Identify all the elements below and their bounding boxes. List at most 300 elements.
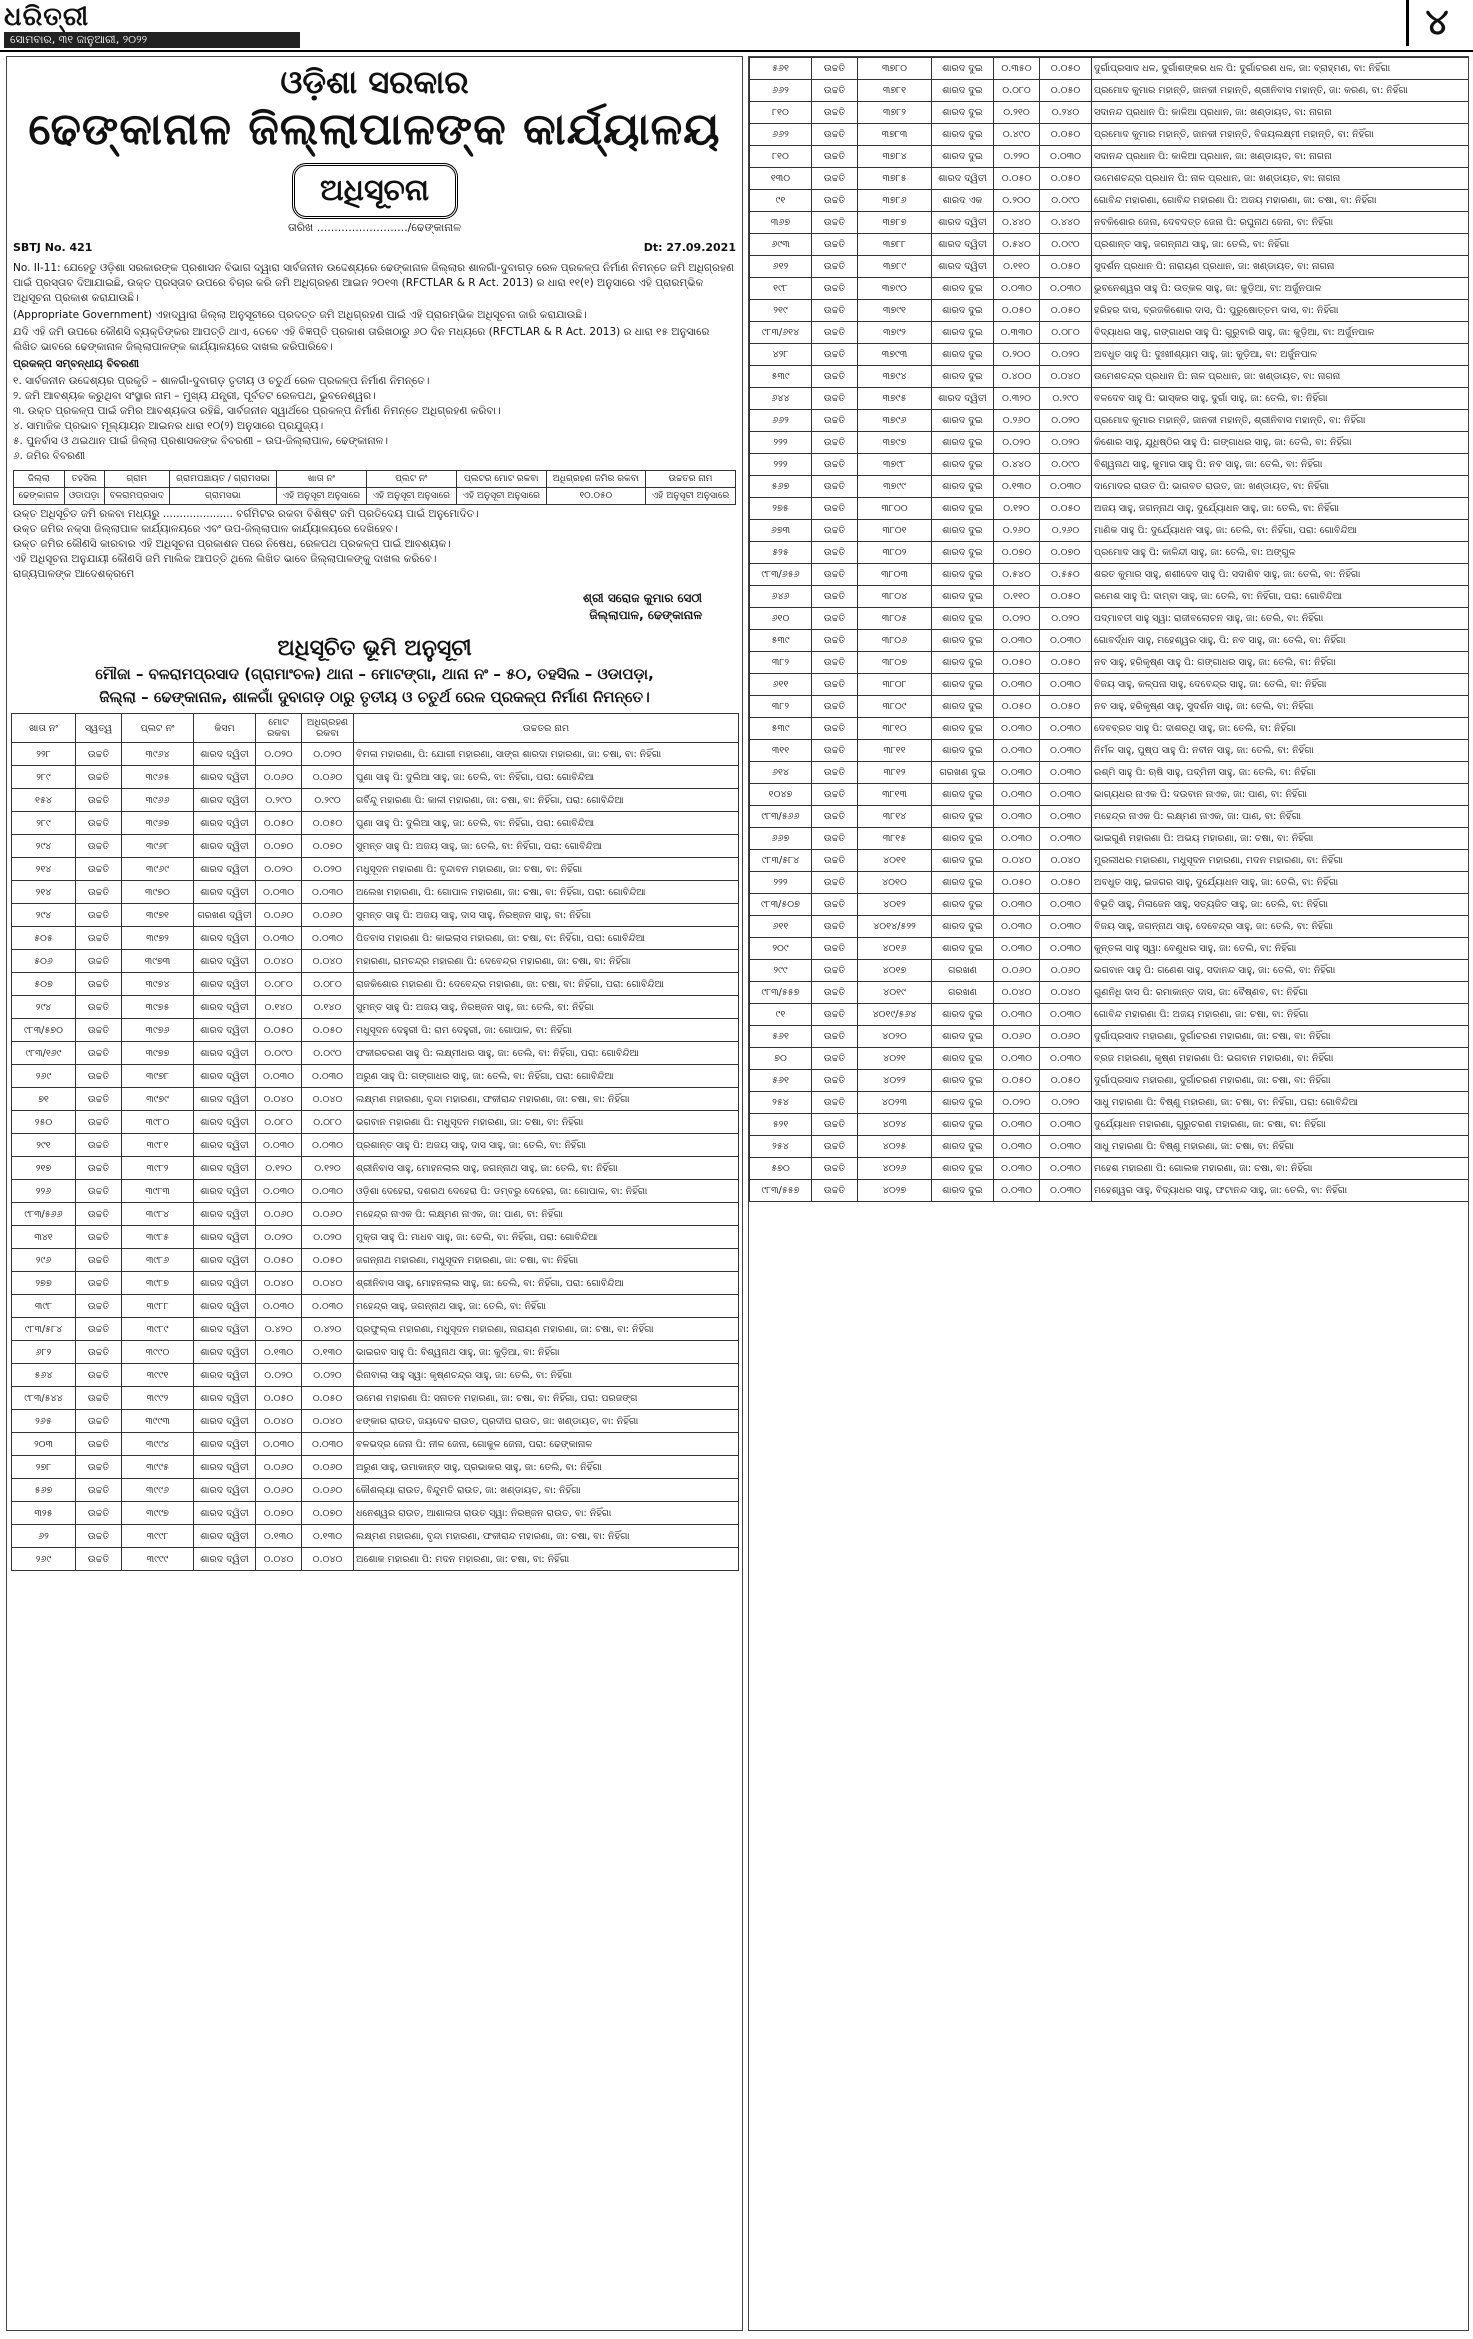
cell-swatwa: ଉଚ୍ଚତି — [76, 766, 122, 789]
cell-acq: ୦.୦୩୦ — [1040, 674, 1092, 696]
cell-total: ୦.୪୪୦ — [994, 454, 1040, 476]
table-row — [750, 1004, 1469, 1026]
cell-swatwa: ଉଚ୍ଚତି — [812, 1158, 858, 1180]
cell-khata: ୯୮୩/୧୬୯ — [12, 1042, 76, 1065]
table-row — [750, 366, 1469, 388]
cell-owner: ମହେନ୍ଦ୍ର ନାଏକ ପି: ଲକ୍ଷ୍ମଣ ନାଏକ, ଜା: ପାଣ, ବା: ନିହିଁଗା — [1092, 806, 1469, 828]
cell-khata: ୫୬୧ — [750, 58, 812, 80]
cell-plot: ୩୯୬୮ — [122, 835, 194, 858]
cell-khata: ୬୪୬ — [750, 586, 812, 608]
cell-plot: ୩୭୮୦ — [858, 58, 932, 80]
cell-khata: ୬୯୩ — [750, 234, 812, 256]
cell-owner: ଅବଧୁତ ସାହୁ, ଇଜଗର ସାହୁ, ଦୁର୍ଯ୍ୟୋଧନ ସାହୁ, ଜା: ତେଲି, ବା: ନିହିଁଗା — [1092, 872, 1469, 894]
project-detail-item: ୨. ଜମି ଆବଶ୍ୟକ କରୁଥିବା ସଂସ୍ଥାର ନାମ – ମୁଖ୍ୟ ଯନ୍ତ୍ରୀ, ପୂର୍ବତଟ ରେଳପଥ, ଭୁବନେଶ୍ୱର। — [13, 390, 376, 402]
cell-swatwa: ଉଚ୍ଚତି — [76, 1249, 122, 1272]
cell-acq: ୦.୦୩୦ — [1040, 146, 1092, 168]
cell-owner: ଦାମୋଦର ରାଉତ ପି: ଭାଗବତ ରାଉତ, ଜା: ଖଣ୍ଡାୟତ, ବା: ନିହିଁଗା — [1092, 476, 1469, 498]
cell-acq: ୦.୦୬୦ — [1040, 960, 1092, 982]
table-row — [750, 630, 1469, 652]
cell-khata: ୯୮୩/୫୮୪ — [12, 1318, 76, 1341]
cell-khata: ୩୧୧ — [750, 740, 812, 762]
table-row — [12, 1387, 739, 1410]
table-row — [750, 300, 1469, 322]
table-row — [750, 278, 1469, 300]
table-row — [12, 1249, 739, 1272]
cell-khata: ୧୯୮ — [750, 278, 812, 300]
cell-swatwa: ଉଚ୍ଚତି — [812, 1180, 858, 1202]
intro-paragraph: No. II-11: ଯେହେତୁ ଓଡ଼ିଶା ସରକାରଙ୍କ ପ୍ରଶାସନ ବିଭାଗ ଦ୍ୱାରା ସାର୍ବଜନୀନ ଉଦ୍ଦେଶ୍ୟରେ ଢେଙ୍କାନାଳ ଜିଲ୍ଲାର ଶାଳଗାଁ-ଦୁବାଗଡ଼ ରେଳ ପ୍ରକଳ୍ପ ନିର୍ମାଣ ନିମନ୍ତେ ଜମି ଅଧିଗ୍ରହଣ ପାଇଁ ପ୍ରସ୍ତାବ ଦିଆଯାଇଛି, ଉକ୍ତ ପ୍ରସ୍ତାବ ଉପରେ ବିଚାର କରି ଜମି ଅଧିଗ୍ରହଣ ଆଇନ ୨୦୧୩ (RFCTLAR & R Act. 2013) ର ଧାରା ୧୧(୧) ଅନୁସାରେ ଏହି ପ୍ରାରମ୍ଭିକ ଅଧିସୂଚନା ପ୍ରକାଶ କରାଯାଉଛି। — [13, 262, 735, 304]
cell-khata: ୯୮୩/୫୫୭ — [750, 1180, 812, 1202]
cell-total: ୦.୦୩୦ — [256, 1295, 302, 1318]
cell-kisam: ଶାରଦ ଦ୍ୱିତୀ — [194, 812, 256, 835]
cell-swatwa: ଉଚ୍ଚତି — [76, 1456, 122, 1479]
cell-owner: ରିନାବାଲା ସାହୁ ସ୍ୱା: କୃଷ୍ଣଚନ୍ଦ୍ର ସାହୁ, ଜା: ତେଲି, ବା: ନିହିଁଗା — [354, 1364, 739, 1387]
cell-total: ୦.୦୩୦ — [256, 881, 302, 904]
cell-acq: ୦.୦୫୦ — [1040, 1070, 1092, 1092]
cell-khata: ୩୯୮ — [12, 1295, 76, 1318]
footer-line: ଉକ୍ତ ଜମିର କୌଣସି କାରବାର ଏହି ଅଧିସୂଚନା ପ୍ରକାଶନ ପରେ ନିଷେଧ, ରେଳପଥ ପ୍ରକଳ୍ପ ପାଇଁ ଆବଶ୍ୟକ। — [13, 538, 451, 550]
cell-total: ୦.୦୨୦ — [994, 1092, 1040, 1114]
cell-plot: ୩୭୮୪ — [858, 146, 932, 168]
cell-khata: ୧୫୪ — [12, 789, 76, 812]
cell-khata: ୭୧ — [12, 1088, 76, 1111]
cell-plot: ୩୭୯୭ — [858, 432, 932, 454]
cell-khata: ୫୨୧ — [750, 1114, 812, 1136]
table-row — [750, 960, 1469, 982]
table-row — [750, 454, 1469, 476]
summary-value-cell: ବଳରାମପ୍ରସାଦ — [104, 488, 169, 505]
summary-header-cell: ଜିଲ୍ଲା — [14, 471, 65, 488]
cell-acq: ୦.୦୯୦ — [1040, 234, 1092, 256]
table-row — [12, 1341, 739, 1364]
cell-kisam: ଶାରଦ ଦୁଇ — [932, 806, 994, 828]
cell-plot: ୩୯୮୩ — [122, 1180, 194, 1203]
table-row — [12, 1364, 739, 1387]
cell-kisam: ଶାରଦ ଦୁଇ — [932, 784, 994, 806]
cell-kisam: ଶାରଦ ଦୁଇ — [932, 454, 994, 476]
cell-total: ୦.୧୪୦ — [256, 996, 302, 1019]
table-row — [750, 344, 1469, 366]
cell-acq: ୦.୦୩୦ — [1040, 762, 1092, 784]
table-row — [750, 938, 1469, 960]
cell-total: ୦.୦୩୦ — [994, 1158, 1040, 1180]
table-row — [750, 124, 1469, 146]
cell-owner: ବିଭୂତି ସାହୁ, ମିଳାଜେନ ସାହୁ, ସତ୍ୟଜିତ ସାହୁ, ଜା: ତେଲି, ବା: ନିହିଁଗା — [1092, 894, 1469, 916]
cell-khata: ୨୨୨ — [750, 872, 812, 894]
table-row — [750, 388, 1469, 410]
cell-acq: ୦.୦୨୦ — [302, 743, 354, 766]
cell-owner: ଭାଗ୍ୟଧର ନାଏକ ପି: ଦଉବାନ ନାଏକ, ଜା: ପାଣ, ବା: ନିହିଁଗା — [1092, 784, 1469, 806]
table-row — [750, 1026, 1469, 1048]
cell-kisam: ଶାରଦ ଏକ — [932, 190, 994, 212]
cell-kisam: ଶାରଦ ଦ୍ୱିତୀ — [194, 743, 256, 766]
cell-swatwa: ଉଚ୍ଚତି — [812, 916, 858, 938]
cell-swatwa: ଉଚ୍ଚତି — [812, 124, 858, 146]
cell-plot: ୪୦୧୯/୫୬୪ — [858, 1004, 932, 1026]
cell-total: ୦.୨୯୦ — [256, 789, 302, 812]
cell-kisam: ଶାରଦ ଦ୍ୱିତୀ — [194, 1502, 256, 1525]
cell-kisam: ଶାରଦ ଦୁଇ — [932, 432, 994, 454]
cell-swatwa: ଉଚ୍ଚତି — [76, 1433, 122, 1456]
cell-plot: ୩୮୦୯ — [858, 696, 932, 718]
cell-plot: ୩୭୯୩ — [858, 344, 932, 366]
cell-khata: ୩୮୨ — [750, 652, 812, 674]
table-row — [750, 608, 1469, 630]
cell-acq: ୦.୦୬୦ — [1040, 1026, 1092, 1048]
cell-kisam: ଶାରଦ ଦୁଇ — [932, 850, 994, 872]
signatory-name: ଶ୍ରୀ ସରୋଜ କୁମାର ସେଠୀ — [583, 591, 702, 605]
cell-acq: ୦.୦୫୦ — [1040, 498, 1092, 520]
summary-value-cell: ଏହି ଅନୁସୂଚୀ ଅନୁସାରେ — [366, 488, 456, 505]
cell-owner: ଉମେଶଚନ୍ଦ୍ର ପ୍ରଧାନ ପି: ନାଳ ପ୍ରଧାନ, ଜା: ଖଣ୍ଡାୟତ, ବା: ନାଗନା — [1092, 168, 1469, 190]
cell-plot: ୩୯୯୧ — [122, 1364, 194, 1387]
cell-owner: ମୁରଲୀଧର ମହାରଣା, ମଧୁସୂଦନ ମହାରଣା, ମଦନ ମହାରଣା, ବା: ନିହିଁଗା — [1092, 850, 1469, 872]
cell-acq: ୦.୦୭୦ — [1040, 542, 1092, 564]
cell-owner: ଗୋବର୍ଦ୍ଧନ ସାହୁ, ମହେଶ୍ୱର ସାହୁ, ପି: ନବ ସାହୁ, ଜା: ତେଲି, ବା: ନିହିଁଗା — [1092, 630, 1469, 652]
cell-khata: ୨୬୯ — [12, 1065, 76, 1088]
cell-swatwa: ଉଚ୍ଚତି — [76, 1111, 122, 1134]
cell-kisam: ଶାରଦ ଦୁଇ — [932, 608, 994, 630]
cell-khata: ୯୮୩/୫୮୪ — [750, 850, 812, 872]
cell-plot: ୩୮୧୧ — [858, 740, 932, 762]
table-row — [12, 1479, 739, 1502]
table-row — [12, 1272, 739, 1295]
cell-total: ୦.୦୮୦ — [256, 973, 302, 996]
cell-swatwa: ଉଚ୍ଚତି — [812, 1004, 858, 1026]
cell-total: ୦.୦୭୦ — [994, 542, 1040, 564]
cell-total: ୦.୧୩୦ — [256, 1525, 302, 1548]
cell-total: ୦.୦୮୦ — [994, 80, 1040, 102]
table-row — [12, 1456, 739, 1479]
cell-owner: ମଧୁସୂଦନ ମହାରଣା ପି: ବୃନ୍ଦାବନ ମହାରଣା, ଜା: ଚଷା, ବା: ନିହିଁଗା — [354, 858, 739, 881]
cell-kisam: ଶାରଦ ଦୁଇ — [932, 542, 994, 564]
cell-khata: ୨୫୦ — [12, 1111, 76, 1134]
cell-swatwa: ଉଚ୍ଚତି — [812, 1092, 858, 1114]
summary-value-cell: ଓଡାପଡ଼ା — [64, 488, 104, 505]
cell-khata: ୨୧୪ — [12, 858, 76, 881]
cell-owner: ଅରୁଣ ସାହୁ ପି: ଗଙ୍ଗାଧର ସାହୁ, ଜା: ତେଲି, ବା: ନିହିଁଗା, ପରା: ଗୋବିନ୍ଦିଆ — [354, 1065, 739, 1088]
cell-acq: ୦.୦୩୦ — [302, 881, 354, 904]
summary-value-cell: ଏହି ଅନୁସୂଚୀ ଅନୁସାରେ — [456, 488, 546, 505]
cell-acq: ୦.୦୩୦ — [1040, 630, 1092, 652]
cell-acq: ୦.୦୨୦ — [1040, 344, 1092, 366]
cell-kisam: ଶାରଦ ଦ୍ୱିତୀ — [194, 1203, 256, 1226]
cell-khata: ୫୩୯ — [750, 366, 812, 388]
cell-khata: ୨୨୨ — [750, 432, 812, 454]
cell-kisam: ଶାରଦ ଦ୍ୱିତୀ — [194, 881, 256, 904]
cell-plot: ୩୮୧୨ — [858, 762, 932, 784]
cell-khata: ୬୧୧ — [750, 916, 812, 938]
cell-owner: ସୁମନ୍ତ ସାହୁ ପି: ଅଜୟ ସାହୁ, ଜା: ତେଲି, ବା: ନିହିଁଗା, ପରା: ଗୋବିନ୍ଦିଆ — [354, 835, 739, 858]
cell-khata: ୯୧ — [750, 1004, 812, 1026]
cell-total: ୦.୦୩୦ — [256, 1180, 302, 1203]
table-row — [750, 1070, 1469, 1092]
signatory-title: ଜିଲ୍ଲାପାଳ, ଢେଙ୍କାନାଳ — [589, 608, 702, 622]
cell-kisam: ଶାରଦ ଦୁଇ — [932, 652, 994, 674]
cell-plot: ୩୯୭୮ — [122, 1065, 194, 1088]
table-row — [750, 762, 1469, 784]
cell-kisam: ଶାରଦ ଦ୍ୱିତୀ — [932, 168, 994, 190]
table-row — [750, 1048, 1469, 1070]
cell-owner: ମହାରଣା, ରାମଚନ୍ଦ୍ର ମହାରଣା ପି: ଦେବେନ୍ଦ୍ର ମହାରଣା, ଜା: ଚଷା, ବା: ନିହିଁଗା — [354, 950, 739, 973]
table-row — [12, 1548, 739, 1571]
cell-owner: ଭାଇରବ ସାହୁ ପି: ବିଶ୍ୱନାଥ ସାହୁ, ଜା: କୁଡ଼ିଆ, ବା: ନିହିଁଗା — [354, 1341, 739, 1364]
cell-kisam: ଶାରଦ ଦୁଇ — [932, 916, 994, 938]
project-detail-item: ୬. ଜମିର ବିବରଣୀ — [13, 450, 86, 462]
cell-total: ୦.୦୫୦ — [994, 168, 1040, 190]
table-row — [12, 789, 739, 812]
cell-plot: ୩୯୬୬ — [122, 789, 194, 812]
cell-swatwa: ଉଚ୍ଚତି — [76, 1364, 122, 1387]
cell-kisam: ଶାରଦ ଦୁଇ — [932, 740, 994, 762]
cell-total: ୦.୧୧୦ — [994, 586, 1040, 608]
cell-khata: ୬୧୪ — [750, 762, 812, 784]
cell-kisam: ଶାରଦ ଦ୍ୱିତୀ — [194, 1525, 256, 1548]
cell-plot: ୩୯୬୪ — [122, 743, 194, 766]
summary-value-cell: ଗ୍ରାମସଭା — [169, 488, 276, 505]
cell-plot: ୩୮୧୩ — [858, 784, 932, 806]
cell-owner: ହରିହର ଦାସ, ବ୍ରଜକିଶୋର ଦାସ, ପି: ପୁରୁଷୋତ୍ତମ ଦାସ, ବା: ନିହିଁଗା — [1092, 300, 1469, 322]
cell-total: ୦.୦୬୦ — [256, 1456, 302, 1479]
cell-kisam: ଶାରଦ ଦୁଇ — [932, 564, 994, 586]
cell-swatwa: ଉଚ୍ଚତି — [76, 1502, 122, 1525]
cell-owner: ରଶ୍ମି ସାହୁ ପି: ଋଷି ସାହୁ, ପଦ୍ମିନୀ ସାହୁ, ଜା: ତେଲି, ବା: ନିହିଁଗା — [1092, 762, 1469, 784]
cell-kisam: ଶାରଦ ଦ୍ୱିତୀ — [194, 858, 256, 881]
cell-acq: ୦.୦୨୦ — [1040, 432, 1092, 454]
cell-plot: ୪୦୨୨ — [858, 1070, 932, 1092]
cell-khata: ୨୯୪ — [12, 996, 76, 1019]
cell-acq: ୦.୧୩୦ — [302, 1341, 354, 1364]
cell-khata: ୭୦ — [750, 1048, 812, 1070]
cell-plot: ୪୦୨୫ — [858, 1136, 932, 1158]
table-row — [750, 784, 1469, 806]
cell-swatwa: ଉଚ୍ଚତି — [812, 432, 858, 454]
table-row — [750, 982, 1469, 1004]
cell-plot: ୩୯୯୫ — [122, 1456, 194, 1479]
cell-plot: ୩୭୮୩ — [858, 124, 932, 146]
cell-plot: ୩୮୦୮ — [858, 674, 932, 696]
footer-line: ଉକ୍ତ ଅଧିସୂଚିତ ଜମି ରକବା ମଧ୍ୟରୁ ..................... ବର୍ଗମିଟର ରକବା ବିଶିଷ୍ଟ ଜମି ପ୍ରତିଦେୟ ପାଇଁ ଅନୁମୋଦିତ। — [13, 508, 479, 520]
table-row — [12, 1111, 739, 1134]
table-row — [12, 1019, 739, 1042]
cell-plot: ୩୮୧୦ — [858, 718, 932, 740]
cell-owner: ଓଡ଼ିଶା ଦେହେରା, ଦଶରଥ ଦେହେରା ପି: ଡମ୍ବରୁ ଦେହେରା, ଜା: ଗୋପାଳ, ବା: ନିହିଁଗା — [354, 1180, 739, 1203]
cell-khata: ୯୮୩/୫୫୭ — [750, 982, 812, 1004]
table-row — [12, 1065, 739, 1088]
cell-acq: ୦.୦୬୦ — [302, 1203, 354, 1226]
cell-kisam: ଶାରଦ ଦୁଇ — [932, 300, 994, 322]
cell-owner: ବ୍ରଜ ମହାରଣା, କୃଷ୍ଣ ମହାରଣା ପି: ଭଗବାନ ମହାରଣା, ବା: ନିହିଁଗା — [1092, 1048, 1469, 1070]
cell-total: ୦.୦୭୦ — [256, 1502, 302, 1525]
cell-kisam: ଶାରଦ ଦ୍ୱିତୀ — [194, 927, 256, 950]
cell-owner: ଗୁଣନିଧି ଦାସ ପି: ରମାକାନ୍ତ ଦାସ, ଜା: ବୈଷ୍ଣବ, ବା: ନିହିଁଗା — [1092, 982, 1469, 1004]
cell-khata: ୨୯୯ — [750, 960, 812, 982]
cell-acq: ୦.୦୩୦ — [1040, 938, 1092, 960]
cell-owner: ଘୁଣା ସାହୁ ପି: ଦୁଲିଆ ସାହୁ, ଜା: ତେଲି, ବା: ନିହିଁଗା, ପରା: ଗୋବିନ୍ଦିଆ — [354, 766, 739, 789]
cell-khata: ୩୮୨ — [750, 696, 812, 718]
cell-khata: ୨୯୧ — [12, 1134, 76, 1157]
cell-khata: ୯୮୩/୫୪୪ — [12, 1387, 76, 1410]
cell-acq: ୦.୦୫୦ — [1040, 124, 1092, 146]
cell-swatwa: ଉଚ୍ଚତି — [812, 740, 858, 762]
cell-owner: ରମେଶ ସାହୁ ପି: ଦାମ୍ବା ସାହୁ, ଜା: ତେଲି, ବା: ନିହିଁଗା, ପରା: ଗୋବିନ୍ଦିଆ — [1092, 586, 1469, 608]
cell-total: ୦.୦୩୦ — [994, 630, 1040, 652]
left-column — [6, 56, 743, 2331]
cell-kisam: ଶାରଦ ଦ୍ୱିତୀ — [194, 1479, 256, 1502]
cell-total: ୦.୦୪୦ — [256, 1272, 302, 1295]
cell-owner: ପ୍ରମୋଦ କୁମାର ମହାନ୍ତି, ଜାନକୀ ମହାନ୍ତି, ଶ୍ରୀନିବାସ ମହାନ୍ତି, ବା: ନିହିଁଗା — [1092, 410, 1469, 432]
cell-plot: ୩୭୮୯ — [858, 256, 932, 278]
cell-swatwa: ଉଚ୍ଚତି — [812, 564, 858, 586]
cell-owner: ପ୍ରଫୁଲ୍ଲ ମହାରଣା, ମଧୁସୂଦନ ମହାରଣା, ନାରାୟଣ ମହାରଣା, ଜା: ଚଷା, ବା: ନିହିଁଗା — [354, 1318, 739, 1341]
table-row — [12, 1134, 739, 1157]
table-row — [12, 927, 739, 950]
cell-total: ୦.୨୧୦ — [994, 102, 1040, 124]
cell-owner: ମଧୁସୂଦନ ଦେହୁରୀ ପି: ରାମ ଦେହୁରୀ, ଜା: ଗୋପାଳ, ବା: ନିହିଁଗା — [354, 1019, 739, 1042]
cell-total: ୦.୦୪୦ — [256, 1410, 302, 1433]
cell-total: ୦.୧୨୦ — [994, 498, 1040, 520]
cell-swatwa: ଉଚ୍ଚତି — [812, 344, 858, 366]
cell-swatwa: ଉଚ୍ଚତି — [812, 630, 858, 652]
cell-acq: ୦.୦୨୦ — [1040, 608, 1092, 630]
cell-kisam: ଗରଖଣ — [932, 982, 994, 1004]
cell-plot: ୪୦୨୩ — [858, 1092, 932, 1114]
cell-plot: ୪୦୧୬ — [858, 938, 932, 960]
cell-owner: ସାଧୁ ମହାରଣା ପି: ବିଷ୍ଣୁ ମହାରଣା, ଜା: ଚଷା, ବା: ନିହିଁଗା, ପରା: ଗୋବିନ୍ଦିଆ — [1092, 1092, 1469, 1114]
cell-owner: ଦେବବ୍ରତ ସାହୁ ପି: ଦାଶରଥି ସାହୁ, ଜା: ତେଲି, ବା: ନିହିଁଗା — [1092, 718, 1469, 740]
cell-acq: ୦.୦୫୦ — [1040, 586, 1092, 608]
cell-plot: ୩୯୯୩ — [122, 1410, 194, 1433]
cell-acq: ୦.୦୩୦ — [302, 1180, 354, 1203]
cell-plot: ୪୦୨୧ — [858, 1048, 932, 1070]
cell-owner: ଦୁର୍ଗାପ୍ରସାଦ ମହାରଣା, ଦୁର୍ଗାଚରଣ ମହାରଣା, ଜା: ଚଷା, ବା: ନିହିଁଗା — [1092, 1026, 1469, 1048]
cell-owner: ପିତବାସ ମହାରଣା ପି: କାଇଲାସ ମହାରଣା, ଜା: ଚଷା, ବା: ନିହିଁଗା, ପରା: ଗୋବିନ୍ଦିଆ — [354, 927, 739, 950]
summary-header-cell: ତହସିଲ — [64, 471, 104, 488]
table-row — [12, 743, 739, 766]
cell-acq: ୦.୫୫୦ — [1040, 564, 1092, 586]
cell-total: ୦.୦୬୦ — [256, 1203, 302, 1226]
cell-kisam: ଶାରଦ ଦ୍ୱିତୀ — [194, 1180, 256, 1203]
table-row — [12, 835, 739, 858]
table-row — [750, 520, 1469, 542]
cell-plot: ୪୦୨୭ — [858, 1180, 932, 1202]
cell-total: ୦.୨୨୦ — [994, 146, 1040, 168]
cell-plot: ୩୯୮୯ — [122, 1318, 194, 1341]
table-row — [750, 806, 1469, 828]
cell-khata: ୯୮୩/୫୭୦ — [12, 1019, 76, 1042]
cell-kisam: ଶାରଦ ଦ୍ୱିତୀ — [194, 1341, 256, 1364]
cell-kisam: ଶାରଦ ଦୁଇ — [932, 1136, 994, 1158]
cell-acq: ୦.୦୨୦ — [1040, 1092, 1092, 1114]
cell-plot: ୩୭୮୮ — [858, 234, 932, 256]
cell-swatwa: ଉଚ୍ଚତି — [812, 1114, 858, 1136]
summary-header-cell: ଗ୍ରାମପଞ୍ଚାୟତ / ଗ୍ରାମସଭା — [169, 471, 276, 488]
cell-total: ୦.୩୩୦ — [994, 322, 1040, 344]
cell-swatwa: ଉଚ୍ଚତି — [76, 1019, 122, 1042]
cell-acq: ୦.୦୩୦ — [302, 927, 354, 950]
cell-acq: ୦.୦୫୦ — [1040, 696, 1092, 718]
cell-kisam: ଶାରଦ ଦ୍ୱିତୀ — [194, 835, 256, 858]
cell-acq: ୦.୦୩୦ — [302, 1134, 354, 1157]
cell-total: ୦.୦୫୦ — [994, 1070, 1040, 1092]
cell-total: ୦.୦୪୦ — [994, 982, 1040, 1004]
cell-kisam: ଗରଖଣ ଦ୍ୱିତୀ — [194, 904, 256, 927]
cell-plot: ୪୦୨୦ — [858, 1026, 932, 1048]
summary-header-cell: ଉଚ୍ଚତର ନାମ — [645, 471, 735, 488]
cell-acq: ୦.୨୪୦ — [1040, 102, 1092, 124]
cell-khata: ୨୫୪ — [750, 1092, 812, 1114]
schedule-project-line: ଜିଲ୍ଲା – ଢେଙ୍କାନାଳ, ଶାଳଗାଁ ଦୁବାଗଡ଼ ଠାରୁ ତୃତୀୟ ଓ ଚତୁର୍ଥ ରେଳ ପ୍ରକଳ୍ପ ନିର୍ମାଣ ନିମନ୍ତେ। — [99, 688, 650, 706]
cell-acq: ୦.୦୪୦ — [302, 1272, 354, 1295]
cell-swatwa: ଉଚ୍ଚତି — [76, 1180, 122, 1203]
newspaper-logo: ଧରିତ୍ରୀ — [4, 2, 90, 32]
cell-total: ୦.୦୩୦ — [994, 938, 1040, 960]
cell-swatwa: ଉଚ୍ଚତି — [76, 996, 122, 1019]
cell-total: ୦.୦୫୦ — [994, 872, 1040, 894]
cell-acq: ୦.୦୫୦ — [1040, 256, 1092, 278]
cell-owner: ପ୍ରଶାନ୍ତ ସାହୁ, ଜଗନ୍ନାଥ ସାହୁ, ଜା: ତେଲି, ବା: ନିହିଁଗା — [1092, 234, 1469, 256]
cell-plot: ୪୦୨୪ — [858, 1114, 932, 1136]
cell-plot: ୩୯୯୭ — [122, 1502, 194, 1525]
cell-plot: ୩୮୦୭ — [858, 652, 932, 674]
cell-kisam: ଶାରଦ ଦୁଇ — [932, 498, 994, 520]
cell-khata: ୧୦୪୭ — [750, 784, 812, 806]
cell-swatwa: ଉଚ୍ଚତି — [76, 1226, 122, 1249]
cell-swatwa: ଉଚ୍ଚତି — [812, 696, 858, 718]
cell-kisam: ଶାରଦ ଦୁଇ — [932, 938, 994, 960]
table-row — [750, 168, 1469, 190]
cell-owner: ବଳଦେବ ସାହୁ ପି: ଭାସ୍କର ସାହୁ, ଦୁର୍ଗା ସାହୁ, ଜା: ତେଲି, ବା: ନିହିଁଗା — [1092, 388, 1469, 410]
cell-swatwa: ଉଚ୍ଚତି — [812, 190, 858, 212]
cell-plot: ୩୭୮୨ — [858, 102, 932, 124]
cell-total: ୦.୨୬୦ — [994, 520, 1040, 542]
cell-total: ୦.୦୪୦ — [994, 850, 1040, 872]
cell-owner: ନବକିଶୋର ଜେନା, ଦେବଦତ୍ତ ଜେନା ପି: ରଘୁନାଥ ଜେନା, ବା: ନିହିଁଗା — [1092, 212, 1469, 234]
cell-plot: ୩୭୯୯ — [858, 476, 932, 498]
table-row — [750, 256, 1469, 278]
cell-total: ୦.୦୬୦ — [256, 1479, 302, 1502]
cell-acq: ୦.୦୩୦ — [302, 1065, 354, 1088]
cell-total: ୦.୦୫୦ — [256, 1019, 302, 1042]
cell-plot: ୩୯୭୨ — [122, 927, 194, 950]
cell-acq: ୦.୦୨୦ — [302, 1364, 354, 1387]
cell-khata: ୬୮୨ — [12, 1341, 76, 1364]
cell-kisam: ଶାରଦ ଦୁଇ — [932, 146, 994, 168]
table-row — [12, 973, 739, 996]
cell-acq: ୦.୦୩୦ — [1040, 894, 1092, 916]
summary-value-cell: ଏହି ଅନୁସୂଚୀ ଅନୁସାରେ — [276, 488, 366, 505]
cell-owner: ଅରୁଣ ସାହୁ, ଉମାକାନ୍ତ ସାହୁ, ପ୍ରଭାକର ସାହୁ, ଜା: ତେଲି, ବା: ନିହିଁଗା — [354, 1456, 739, 1479]
cell-kisam: ଶାରଦ ଦୁଇ — [932, 696, 994, 718]
cell-khata: ୯୮୩/୫୬୬ — [12, 1203, 76, 1226]
cell-plot: ୩୭୮୬ — [858, 190, 932, 212]
cell-owner: ସଦାନନ୍ଦ ପ୍ରଧାନ ପି: କାଳିଆ ପ୍ରଧାନ, ଜା: ଖଣ୍ଡାୟତ, ବା: ନାଗନା — [1092, 146, 1469, 168]
cell-khata: ୨୫୪ — [750, 1136, 812, 1158]
schedule-header-cell: ଉଚ୍ଚତର ନାମ — [354, 714, 739, 743]
cell-total: ୦.୦୮୦ — [256, 1111, 302, 1134]
cell-khata: ୬୧୧ — [750, 674, 812, 696]
cell-owner: ପ୍ରମୋଦ କୁମାର ମହାନ୍ତି, ଜାନକୀ ମହାନ୍ତି, ବିଜୟଲକ୍ଷ୍ମୀ ମହାନ୍ତି, ବା: ନିହିଁଗା — [1092, 124, 1469, 146]
cell-acq: ୦.୦୩୦ — [302, 1295, 354, 1318]
cell-acq: ୦.୦୩୦ — [1040, 1048, 1092, 1070]
cell-khata: ୨୭୫ — [750, 498, 812, 520]
cell-swatwa: ଉଚ୍ଚତି — [76, 835, 122, 858]
cell-total: ୦.୦୩୦ — [256, 1433, 302, 1456]
cell-kisam: ଶାରଦ ଦ୍ୱିତୀ — [194, 766, 256, 789]
cell-khata: ୬୨ — [12, 1525, 76, 1548]
cell-total: ୦.୦୩୦ — [994, 784, 1040, 806]
table-row — [12, 1410, 739, 1433]
